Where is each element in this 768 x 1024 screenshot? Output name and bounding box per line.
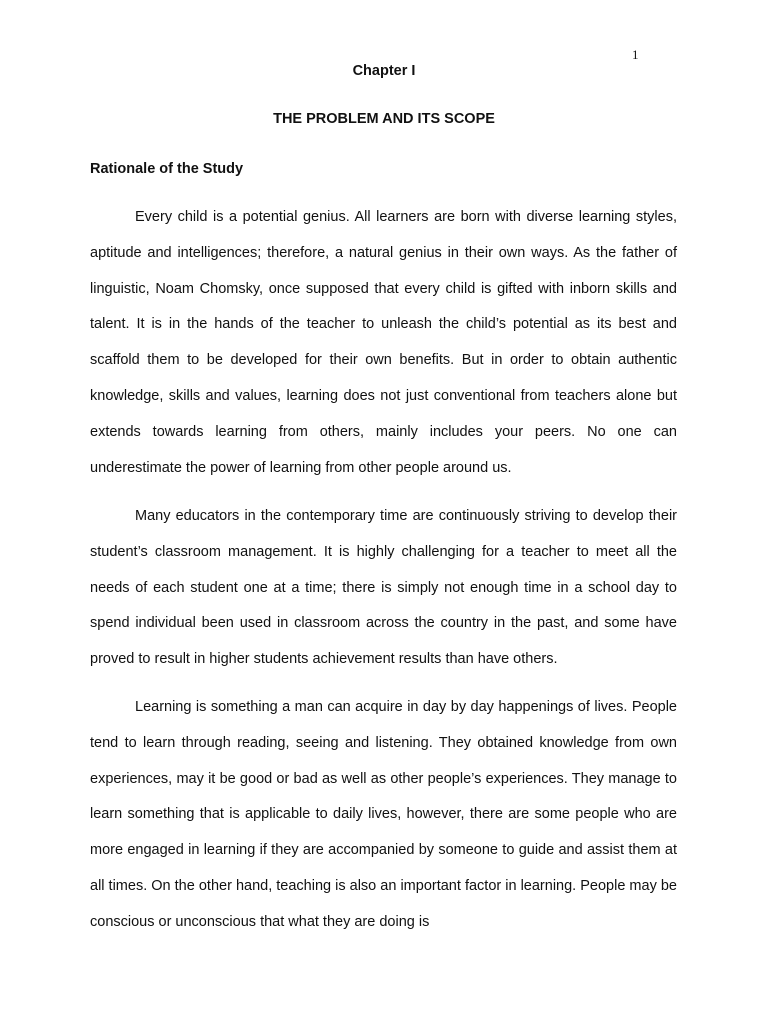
chapter-title: THE PROBLEM AND ITS SCOPE bbox=[273, 111, 495, 127]
section-heading: Rationale of the Study bbox=[90, 161, 244, 177]
body-paragraph: Every child is a potential genius. All learners are born with diverse learning styles, aptitude and intelligences; therefore, a natural genius in their own ways. As the father of linguistic, Noam Chomsky, once supposed that every child is gifted with inborn skills and talent. It is in the hands of the teacher to unleash the child’s potential as its best and scaffold them to be developed for their own benefits. But in order to obtain authentic knowledge, skills and values, learning does not just conventional from teachers alone but extends towards learning from others, mainly includes your peers. No one can underestimate the power of learning from other people around us. bbox=[90, 209, 677, 476]
body-paragraph: Learning is something a man can acquire in day by day happenings of lives. People tend to learn through reading, seeing and listening. They obtained knowledge from own experiences, may it be good or bad as well as other people’s experiences. They manage to learn something that is applicable to daily lives, however, there are some people who are more engaged in learning if they are accompanied by someone to guide and assist them at all times. On the other hand, teaching is also an important factor in learning. People may be conscious or unconscious that what they are doing is bbox=[90, 699, 677, 930]
chapter-heading: Chapter I bbox=[352, 63, 416, 79]
page-number: 1 bbox=[632, 47, 639, 62]
body-paragraph: Many educators in the contemporary time are continuously striving to develop their student’s classroom management. It is highly challenging for a teacher to meet all the needs of each student one at a time; there is simply not enough time in a school day to spend individual been used in classroom across the country in the past, and some have proved to result in higher students achievement results than have others. bbox=[90, 508, 677, 668]
